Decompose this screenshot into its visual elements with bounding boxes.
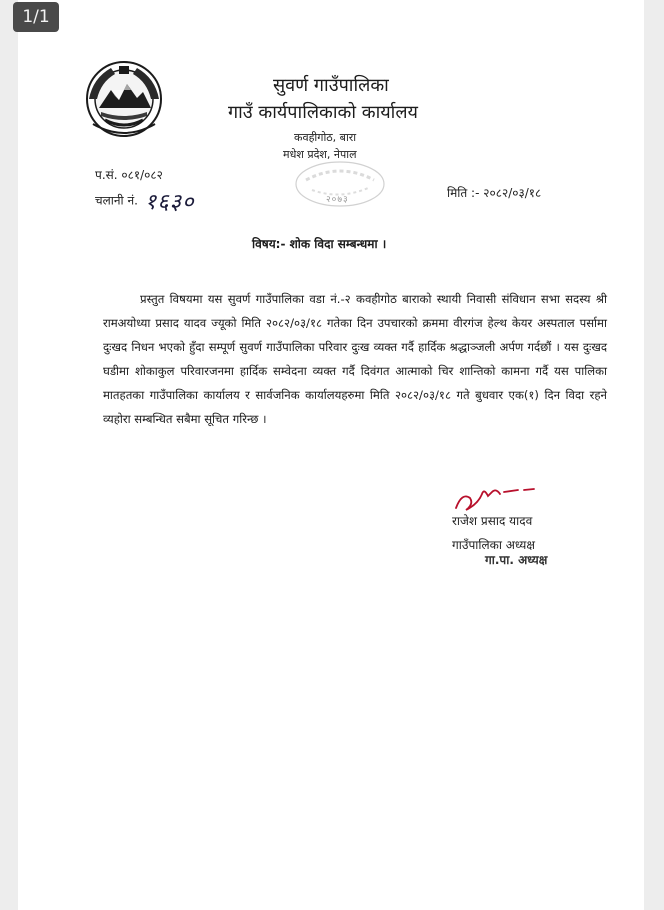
office-name: सुवर्ण गाउँपालिका: [273, 75, 389, 96]
municipality-emblem: [85, 60, 163, 138]
letter-date: मिति :- २०८२/०३/१८: [447, 186, 542, 200]
address-line-2: मधेश प्रदेश, नेपाल: [283, 148, 357, 161]
letter-body: प्रस्तुत विषयमा यस सुवर्ण गाउँपालिका वडा नं.-२ कवहीगोठ बाराको स्थायी निवासी संविधान सभा सदस्य श्री रामअयोध्या प्रसाद यादव ज्यूको मिति २०८२/०३/१८ गतेका दिन उपचारको क्रममा वीरगंज हेल्थ केयर अस्पताल पर्सामा दुःखद निधन भएको हुँदा सम्पूर्ण सुवर्ण गाउँपालिका परिवार दुःख व्यक्त गर्दै हार्दिक श्रद्धाञ्जली अर्पण गर्दछौं । यस दुःखद घडीमा शोकाकुल परिवारजनमा हार्दिक सम्वेदना व्यक्त गर्दै दिवंगत आत्माको चिर शान्तिको कामना गर्दै यस पालिका मातहतका गाउँपालिका कार्यालय र सार्वजनिक कार्यालयहरुमा मिति २०८२/०३/१८ गते बुधवार एक(१) दिन विदा रहने व्यहोरा सम्बन्धित सबैमा सूचित गरिन्छ ।: [103, 292, 607, 426]
dispatch-label: चलानी नं.: [95, 193, 138, 208]
letter-subject: विषय:- शोक विदा सम्बन्धमा ।: [252, 237, 387, 251]
dispatch-number: १६३०: [144, 190, 195, 215]
signer-title: गाउँपालिका अध्यक्ष: [452, 538, 535, 552]
reference-number: प.सं. ०८१/०८२: [95, 168, 163, 182]
signer-name: राजेश प्रसाद यादव: [452, 514, 533, 528]
office-title: गाउँ कार्यपालिकाको कार्यालय: [228, 102, 418, 123]
signer-stamp: गा.पा. अध्यक्ष: [485, 553, 548, 567]
page-counter: 1/1: [13, 2, 59, 32]
dispatch-line: [95, 186, 195, 216]
address-line-1: कवहीगोठ, बारा: [294, 131, 357, 144]
stamp-year: २०७३: [326, 195, 349, 205]
